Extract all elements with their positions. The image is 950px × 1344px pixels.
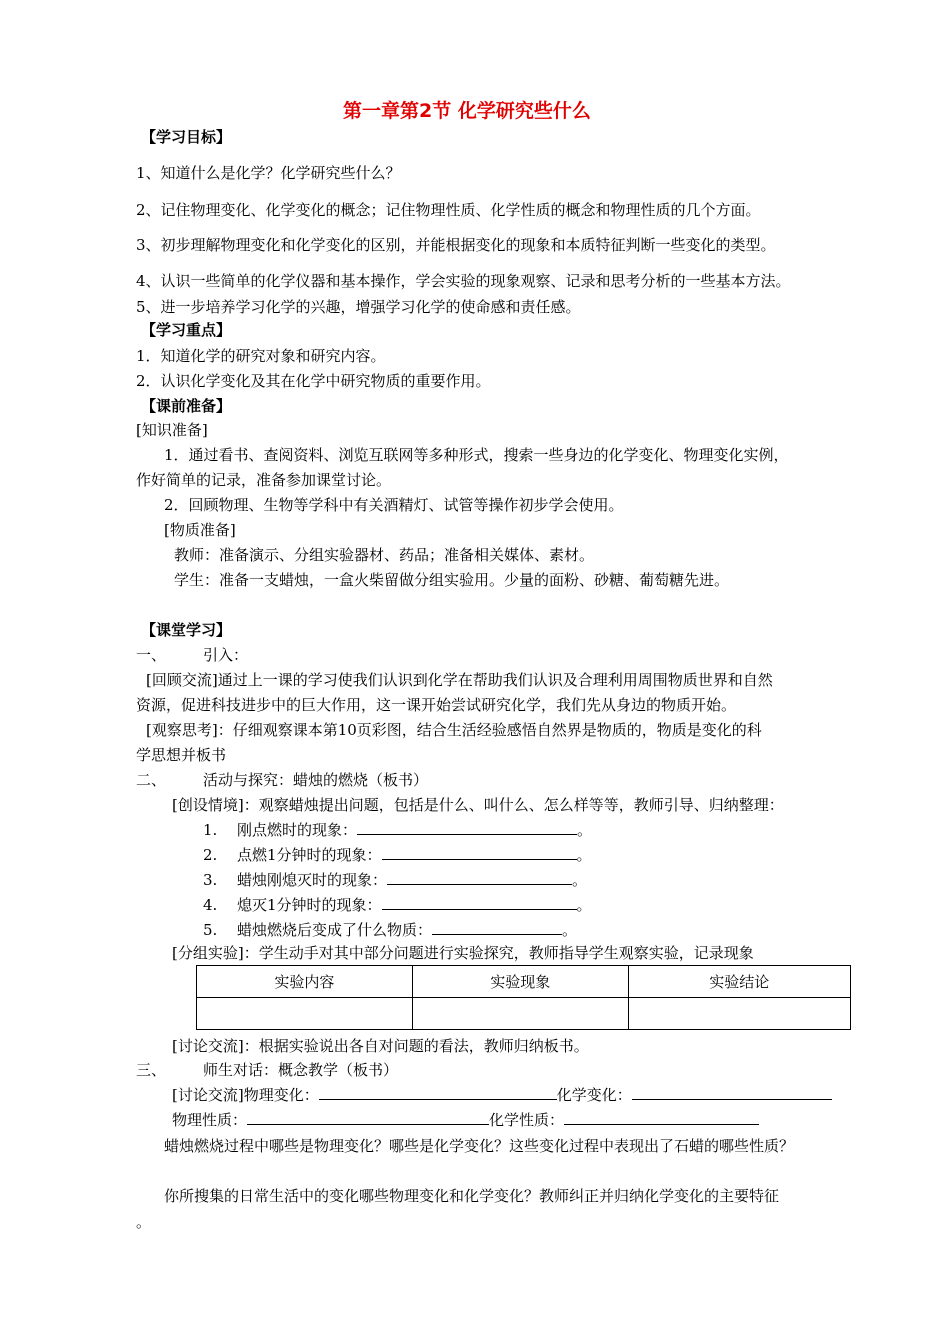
- chemical-property-blank[interactable]: [564, 1110, 759, 1125]
- question-number: 5.: [203, 921, 218, 939]
- objective-item: 2、记住物理变化、化学变化的概念；记住物理性质、化学性质的概念和物理性质的几个方面。: [136, 201, 761, 219]
- prep-material-label: [物质准备]: [164, 521, 236, 539]
- physical-change-label: [讨论交流]物理变化：: [172, 1086, 319, 1104]
- physical-property-label: 物理性质：: [172, 1111, 248, 1129]
- answer-blank[interactable]: [382, 845, 577, 860]
- question-item: [203, 920, 577, 940]
- table-header-conclusion: 实验结论: [628, 966, 850, 998]
- objectives-heading: 【学习目标】: [141, 128, 232, 146]
- focus-item: 1．知道化学的研究对象和研究内容。: [136, 347, 386, 365]
- question-number: 1.: [203, 821, 218, 839]
- question-text-2-end: 。: [136, 1213, 152, 1231]
- question-number: 4.: [203, 896, 218, 914]
- physical-change-blank[interactable]: [319, 1085, 557, 1100]
- part2-number: 二、: [136, 771, 167, 789]
- prep-item: 2．回顾物理、生物等学科中有关酒精灯、试管等操作初步学会使用。: [164, 496, 624, 514]
- prep-heading: 【课前准备】: [141, 397, 232, 415]
- chemical-change-blank[interactable]: [632, 1085, 832, 1100]
- table-cell[interactable]: [412, 998, 628, 1030]
- objective-item: 1、知道什么是化学？化学研究些什么？: [136, 164, 401, 182]
- question-end: 。: [577, 821, 593, 839]
- observe-text-cont: 学思想并板书: [136, 746, 227, 764]
- table-header-phenomenon: 实验现象: [412, 966, 628, 998]
- answer-blank[interactable]: [382, 895, 577, 910]
- part1-number: 一、: [136, 646, 167, 664]
- question-end: 。: [576, 846, 592, 864]
- table-row: [197, 998, 851, 1030]
- create-scenario: [创设情境]：观察蜡烛提出问题，包括是什么、叫什么、怎么样等等，教师引导、归纳整理：: [172, 796, 784, 814]
- prep-item: 1．通过看书、查阅资料、浏览互联网等多种形式，搜索一些身边的化学变化、物理变化实例，: [164, 446, 789, 464]
- question-item: [203, 895, 592, 915]
- question-text: 蜡烛刚熄灭时的现象：: [237, 871, 388, 889]
- page-title: 第一章第2节 化学研究些什么: [343, 100, 591, 122]
- question-item: [203, 820, 592, 840]
- question-text: 蜡烛燃烧后变成了什么物质：: [237, 921, 433, 939]
- question-end: 。: [562, 921, 578, 939]
- question-item: [203, 870, 587, 890]
- review-text-cont: 资源，促进科技进步中的巨大作用，这一课开始尝试研究化学，我们先从身边的物质开始。: [136, 696, 737, 714]
- discussion-text: [讨论交流]：根据实验说出各自对问题的看法，教师归纳板书。: [172, 1037, 589, 1055]
- objective-item: 3、初步理解物理变化和化学变化的区别，并能根据变化的现象和本质特征判断一些变化的类型。: [136, 236, 776, 254]
- review-text: [回顾交流]通过上一课的学习使我们认识到化学在帮助我们认识及合理利用周围物质世界和自然: [146, 671, 773, 689]
- chemical-change-label: 化学变化：: [556, 1086, 632, 1104]
- answer-blank[interactable]: [357, 820, 577, 835]
- concept-line-2: [172, 1110, 759, 1130]
- chemical-property-label: 化学性质：: [489, 1111, 565, 1129]
- objective-item: 4、认识一些简单的化学仪器和基本操作，学会实验的现象观察、记录和思考分析的一些基本方法。: [136, 272, 791, 290]
- prep-knowledge-label: [知识准备]: [136, 421, 208, 439]
- question-number: 3.: [203, 871, 218, 889]
- observe-text: [观察思考]：仔细观察课本第10页彩图，结合生活经验感悟自然界是物质的，物质是变化的科: [146, 721, 762, 739]
- question-text: 点燃1分钟时的现象：: [237, 846, 382, 864]
- prep-teacher: 教师：准备演示、分组实验器材、药品；准备相关媒体、素材。: [174, 546, 595, 564]
- question-number: 2.: [203, 846, 218, 864]
- part1-title: 引入：: [203, 646, 249, 664]
- table-header-content: 实验内容: [197, 966, 413, 998]
- prep-item-cont: 作好简单的记录，准备参加课堂讨论。: [136, 471, 392, 489]
- focus-heading: 【学习重点】: [141, 321, 232, 339]
- question-text-1: 蜡烛燃烧过程中哪些是物理变化？哪些是化学变化？这些变化过程中表现出了石蜡的哪些性质？: [164, 1137, 795, 1155]
- experiment-table: [196, 965, 851, 1030]
- question-item: [203, 845, 592, 865]
- part3-number: 三、: [136, 1061, 167, 1079]
- class-heading: 【课堂学习】: [141, 621, 232, 639]
- group-experiment: [分组实验]：学生动手对其中部分问题进行实验探究，教师指导学生观察实验，记录现象: [172, 944, 754, 962]
- answer-blank[interactable]: [387, 870, 572, 885]
- question-text: 熄灭1分钟时的现象：: [237, 896, 382, 914]
- question-end: 。: [572, 871, 588, 889]
- part3-title: 师生对话：概念教学（板书）: [203, 1061, 399, 1079]
- question-text-2: 你所搜集的日常生活中的变化哪些物理变化和化学变化？教师纠正并归纳化学变化的主要特征: [164, 1187, 780, 1205]
- table-cell[interactable]: [628, 998, 850, 1030]
- prep-student: 学生：准备一支蜡烛，一盒火柴留做分组实验用。少量的面粉、砂糖、葡萄糖先进。: [174, 571, 730, 589]
- focus-item: 2．认识化学变化及其在化学中研究物质的重要作用。: [136, 372, 491, 390]
- part2-title: 活动与探究：蜡烛的燃烧（板书）: [203, 771, 429, 789]
- physical-property-blank[interactable]: [247, 1110, 489, 1125]
- question-end: 。: [576, 896, 592, 914]
- concept-line-1: [172, 1085, 832, 1105]
- question-text: 刚点燃时的现象：: [237, 821, 358, 839]
- table-cell[interactable]: [197, 998, 413, 1030]
- objective-item: 5、进一步培养学习化学的兴趣，增强学习化学的使命感和责任感。: [136, 298, 581, 316]
- table-header-row: [197, 966, 851, 998]
- answer-blank[interactable]: [432, 920, 562, 935]
